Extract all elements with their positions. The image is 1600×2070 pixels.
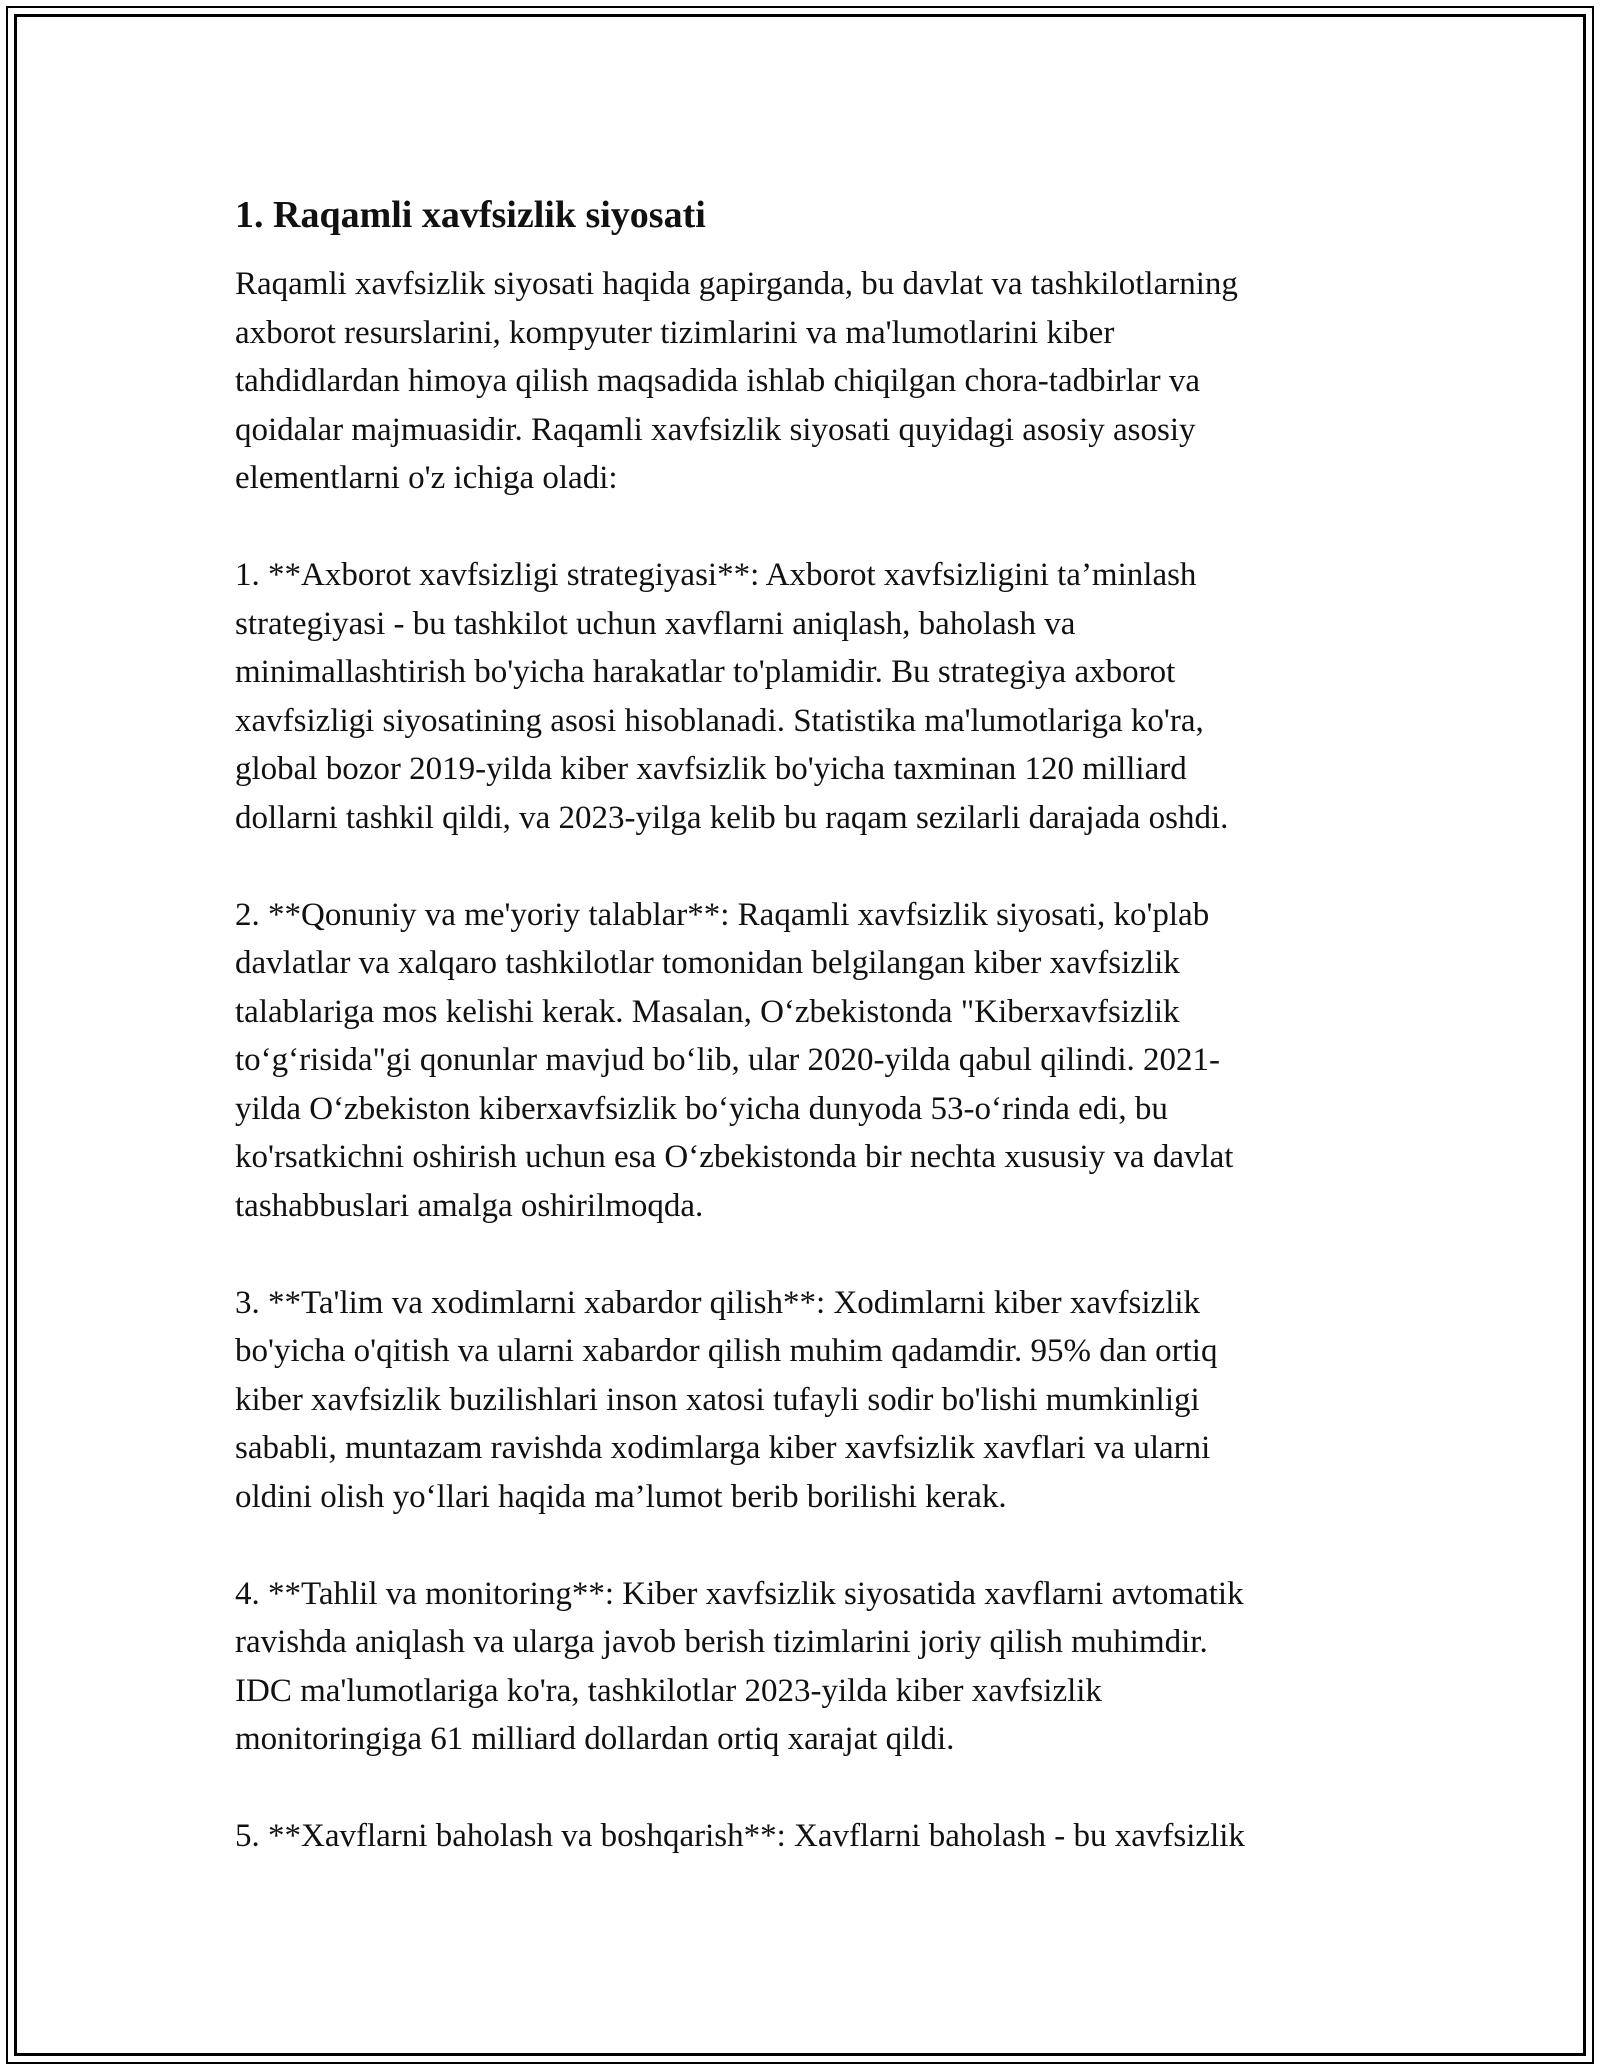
text-line: axborot resurslarini, kompyuter tizimlarini va ma'lumotlarini kiber [235, 314, 1115, 351]
text-line: 5. **Xavflarni baholash va boshqarish**: Xavflarni baholash - bu xavfsizlik [235, 1818, 1245, 1854]
text-line: 2. **Qonuniy va me'yoriy talablar**: Raqamli xavfsizlik siyosati, ko'plab [235, 896, 1210, 933]
text-line: Raqamli xavfsizlik siyosati haqida gapirganda, bu davlat va tashkilotlarning [235, 266, 1238, 302]
list-item-4-paragraph [235, 1570, 1370, 1764]
text-line: talablariga mos kelishi kerak. Masalan, O‘zbekistonda "Kiberxavfsizlik [235, 993, 1180, 1030]
document-title: 1. Raqamli xavfsizlik siyosati [235, 194, 706, 236]
text-line: strategiyasi - bu tashkilot uchun xavflarni aniqlash, baholash va [235, 605, 1076, 642]
text-line: qoidalar majmuasidir. Raqamli xavfsizlik siyosati quyidagi asosiy asosiy [235, 411, 1196, 448]
text-line: tashabbuslari amalga oshirilmoqda. [235, 1187, 704, 1224]
list-item-5-paragraph [235, 1812, 1370, 1861]
text-line: bo'yicha o'qitish va ularni xabardor qilish muhim qadamdir. 95% dan ortiq [235, 1333, 1218, 1369]
text-line: elementlarni o'z ichiga oladi: [235, 460, 618, 496]
document-body [235, 190, 1370, 1861]
text-line: davlatlar va xalqaro tashkilotlar tomonidan belgilangan kiber xavfsizlik [235, 945, 1180, 981]
text-line: dollarni tashkil qildi, va 2023-yilga kelib bu raqam sezilarli darajada oshdi. [235, 799, 1229, 836]
text-line: 4. **Tahlil va monitoring**: Kiber xavfsizlik siyosatida xavflarni avtomatik [235, 1575, 1244, 1612]
list-item-1-paragraph [235, 551, 1370, 842]
text-line: yilda O‘zbekiston kiberxavfsizlik bo‘yicha dunyoda 53-o‘rinda edi, bu [235, 1090, 1168, 1127]
text-line: monitoringiga 61 milliard dollardan ortiq xarajat qildi. [235, 1721, 955, 1757]
text-line: sababli, muntazam ravishda xodimlarga kiber xavfsizlik xavflari va ularni [235, 1430, 1211, 1466]
text-line: 3. **Ta'lim va xodimlarni xabardor qilish**: Xodimlarni kiber xavfsizlik [235, 1284, 1201, 1321]
text-line: ko'rsatkichni oshirish uchun esa O‘zbekistonda bir nechta xususiy va davlat [235, 1139, 1234, 1175]
text-line: oldini olish yo‘llari haqida ma’lumot berib borilishi kerak. [235, 1478, 1007, 1515]
text-line: ravishda aniqlash va ularga javob berish tizimlarini joriy qilish muhimdir. [235, 1624, 1208, 1660]
text-line: xavfsizligi siyosatining asosi hisoblanadi. Statistika ma'lumotlariga ko'ra, [235, 702, 1204, 739]
text-line: 1. **Axborot xavfsizligi strategiyasi**: Axborot xavfsizligini ta’minlash [235, 557, 1197, 593]
text-line: minimallashtirish bo'yicha harakatlar to'plamidir. Bu strategiya axborot [235, 654, 1176, 690]
text-line: kiber xavfsizlik buzilishlari inson xatosi tufayli sodir bo'lishi mumkinligi [235, 1381, 1200, 1418]
list-item-2-paragraph [235, 891, 1370, 1231]
text-line: global bozor 2019-yilda kiber xavfsizlik bo'yicha taxminan 120 milliard [235, 751, 1187, 787]
text-line: to‘g‘risida"gi qonunlar mavjud bo‘lib, ular 2020-yilda qabul qilindi. 2021- [235, 1042, 1220, 1078]
text-line: IDC ma'lumotlariga ko'ra, tashkilotlar 2023-yilda kiber xavfsizlik [235, 1672, 1102, 1709]
text-line: tahdidlardan himoya qilish maqsadida ishlab chiqilgan chora-tadbirlar va [235, 363, 1200, 399]
intro-paragraph [235, 260, 1370, 503]
list-item-3-paragraph [235, 1279, 1370, 1522]
